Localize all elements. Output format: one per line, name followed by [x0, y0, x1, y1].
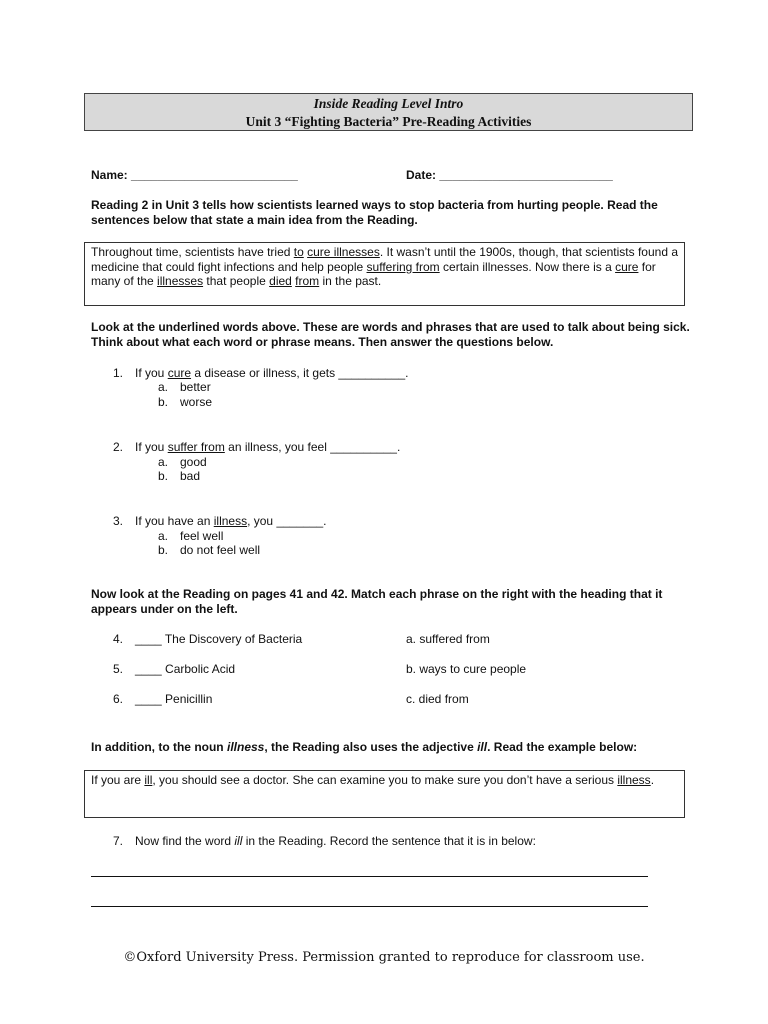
underlined-word: suffering from	[366, 259, 440, 274]
matching-item-4: 4. ____ The Discovery of Bacteria	[113, 632, 303, 646]
answer-line-1	[91, 876, 648, 877]
question-1-option-a: a. better	[158, 380, 211, 394]
main-idea-box: Throughout time, scientists have tried to cure illnesses. It wasn’t until the 1900s, though, that scientists found a medicine that could fight infections and help people suffering from certain illnesses. Now there is a cure for many of the illnesses that people died from in the past.	[84, 242, 685, 306]
matching-item-6: 6. ____ Penicillin	[113, 692, 213, 706]
underlined-word: illness	[617, 773, 651, 787]
worksheet-header	[84, 93, 693, 131]
matching-answer-a: a. suffered from	[406, 632, 490, 646]
underlined-word: from	[295, 274, 320, 288]
question-1: 1. If you cure a disease or illness, it gets __________.	[113, 366, 409, 380]
question-2: 2. If you suffer from an illness, you feel __________.	[113, 440, 401, 454]
underlined-word: cure	[615, 259, 639, 274]
question-3: 3. If you have an illness, you _______.	[113, 514, 327, 528]
underlined-word: cure	[167, 366, 192, 380]
underlined-word: cure illnesses	[307, 245, 380, 259]
matching-answer-b: b. ways to cure people	[406, 662, 527, 676]
instructions-adjective: In addition, to the noun illness, the Reading also uses the adjective ill. Read the example below:	[91, 740, 638, 754]
matching-item-5: 5. ____ Carbolic Acid	[113, 662, 236, 676]
intro-paragraph: Reading 2 in Unit 3 tells how scientists learned ways to stop bacteria from hurting people. Read the sentences below that state a main idea from the Reading.	[91, 198, 658, 227]
underlined-word: illnesses	[157, 274, 204, 288]
question-7: 7. Now find the word ill in the Reading. Record the sentence that it is in below:	[113, 834, 536, 848]
series-title: Inside Reading Level Intro	[313, 96, 464, 111]
answer-line-2	[91, 906, 648, 907]
underlined-word: illness	[213, 514, 248, 528]
underlined-word: died	[269, 274, 292, 288]
instructions-underlined: Look at the underlined words above. These are words and phrases that are used to talk about being sick. Think about what each word or phrase means. Then answer the questions below.	[91, 320, 690, 349]
example-box: If you are ill, you should see a doctor. She can examine you to make sure you don’t have a serious illness.	[84, 770, 685, 818]
underlined-word: suffer from	[167, 440, 225, 454]
matching-answer-c: c. died from	[406, 692, 469, 706]
question-3-option-b: b. do not feel well	[158, 543, 261, 557]
instructions-matching: Now look at the Reading on pages 41 and 42. Match each phrase on the right with the heading that it appears under on the left.	[91, 587, 663, 616]
date-field: Date: __________________________	[406, 168, 613, 182]
question-2-option-b: b. bad	[158, 469, 201, 483]
copyright-footer: ©Oxford University Press. Permission granted to reproduce for classroom use.	[123, 950, 645, 965]
question-2-option-a: a. good	[158, 455, 207, 469]
question-1-option-b: b. worse	[158, 395, 213, 409]
question-3-option-a: a. feel well	[158, 529, 224, 543]
unit-title: Unit 3 “Fighting Bacteria” Pre-Reading Activities	[245, 114, 532, 129]
name-field: Name: _________________________	[91, 168, 298, 182]
underlined-word: ill	[144, 773, 153, 787]
underlined-word: to	[293, 245, 304, 259]
